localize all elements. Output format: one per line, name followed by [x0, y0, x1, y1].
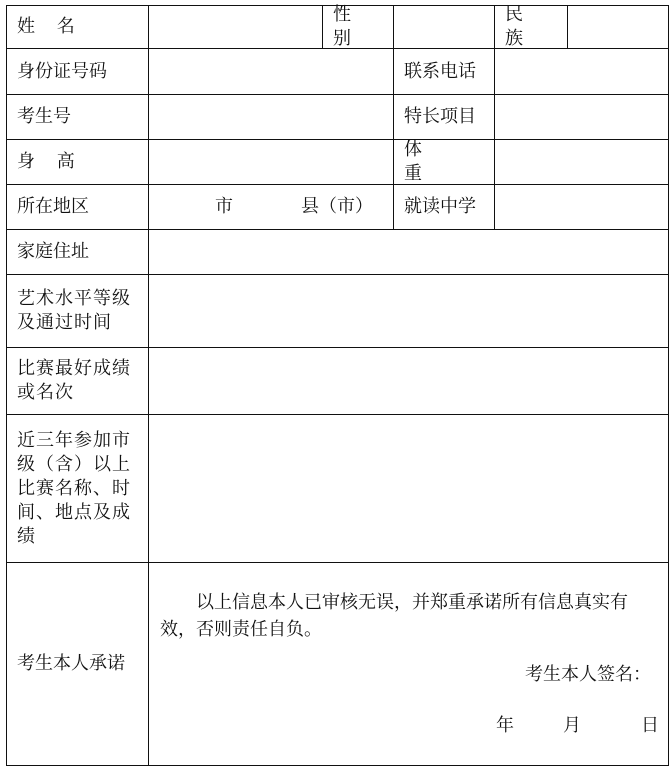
art-level-field[interactable] — [149, 275, 668, 347]
address-label: 家庭住址 — [17, 241, 89, 262]
art-level-label: 艺术水平等级 及通过时间 — [17, 288, 131, 333]
pledge-text-line2: 效，否则责任自负。 — [160, 619, 322, 640]
specialty-label: 特长项目 — [404, 106, 476, 127]
table-border-bottom — [6, 765, 669, 766]
ethnicity-field[interactable] — [568, 6, 668, 48]
pledge-text-line1: 以上信息本人已审核无误，并郑重承诺所有信息真实有 — [196, 592, 628, 613]
pledge-cell — [149, 563, 668, 765]
height-label: 身 高 — [17, 151, 83, 172]
region-field[interactable] — [149, 185, 393, 229]
signature-label: 考生本人签名： — [525, 664, 651, 685]
exam-number-field[interactable] — [149, 95, 393, 139]
gender-label: 性 别 — [333, 4, 359, 49]
date-day: 日 — [641, 715, 659, 736]
ethnicity-label: 民 族 — [505, 4, 531, 49]
phone-label: 联系电话 — [404, 60, 476, 82]
competitions-label: 近三年参加市 级（含）以上 比赛名称、时 间、地点及成 绩 — [17, 429, 131, 547]
name-label: 姓 名 — [17, 16, 83, 37]
id-number-field[interactable] — [149, 49, 393, 94]
height-field[interactable] — [149, 140, 393, 184]
pledge-label: 考生本人承诺 — [17, 653, 125, 674]
region-city-suffix: 市 — [215, 196, 233, 217]
competitions-field[interactable] — [149, 415, 668, 562]
date-month: 月 — [563, 715, 581, 736]
specialty-field[interactable] — [495, 95, 668, 139]
school-field[interactable] — [495, 185, 668, 229]
region-county-suffix: 县（市） — [301, 196, 373, 217]
phone-field[interactable] — [495, 49, 668, 94]
id-number-label: 身份证号码 — [17, 60, 107, 82]
school-label: 就读中学 — [404, 196, 476, 217]
table-border-right — [668, 5, 669, 766]
weight-field[interactable] — [495, 140, 668, 184]
date-year: 年 — [496, 715, 514, 736]
exam-number-label: 考生号 — [17, 106, 71, 127]
best-result-field[interactable] — [149, 348, 668, 414]
weight-label: 体 重 — [404, 139, 440, 184]
gender-field[interactable] — [394, 6, 494, 48]
region-label: 所在地区 — [17, 196, 89, 217]
name-field[interactable] — [149, 6, 322, 48]
best-result-label: 比赛最好成绩 或名次 — [17, 358, 131, 403]
address-field[interactable] — [149, 230, 668, 274]
